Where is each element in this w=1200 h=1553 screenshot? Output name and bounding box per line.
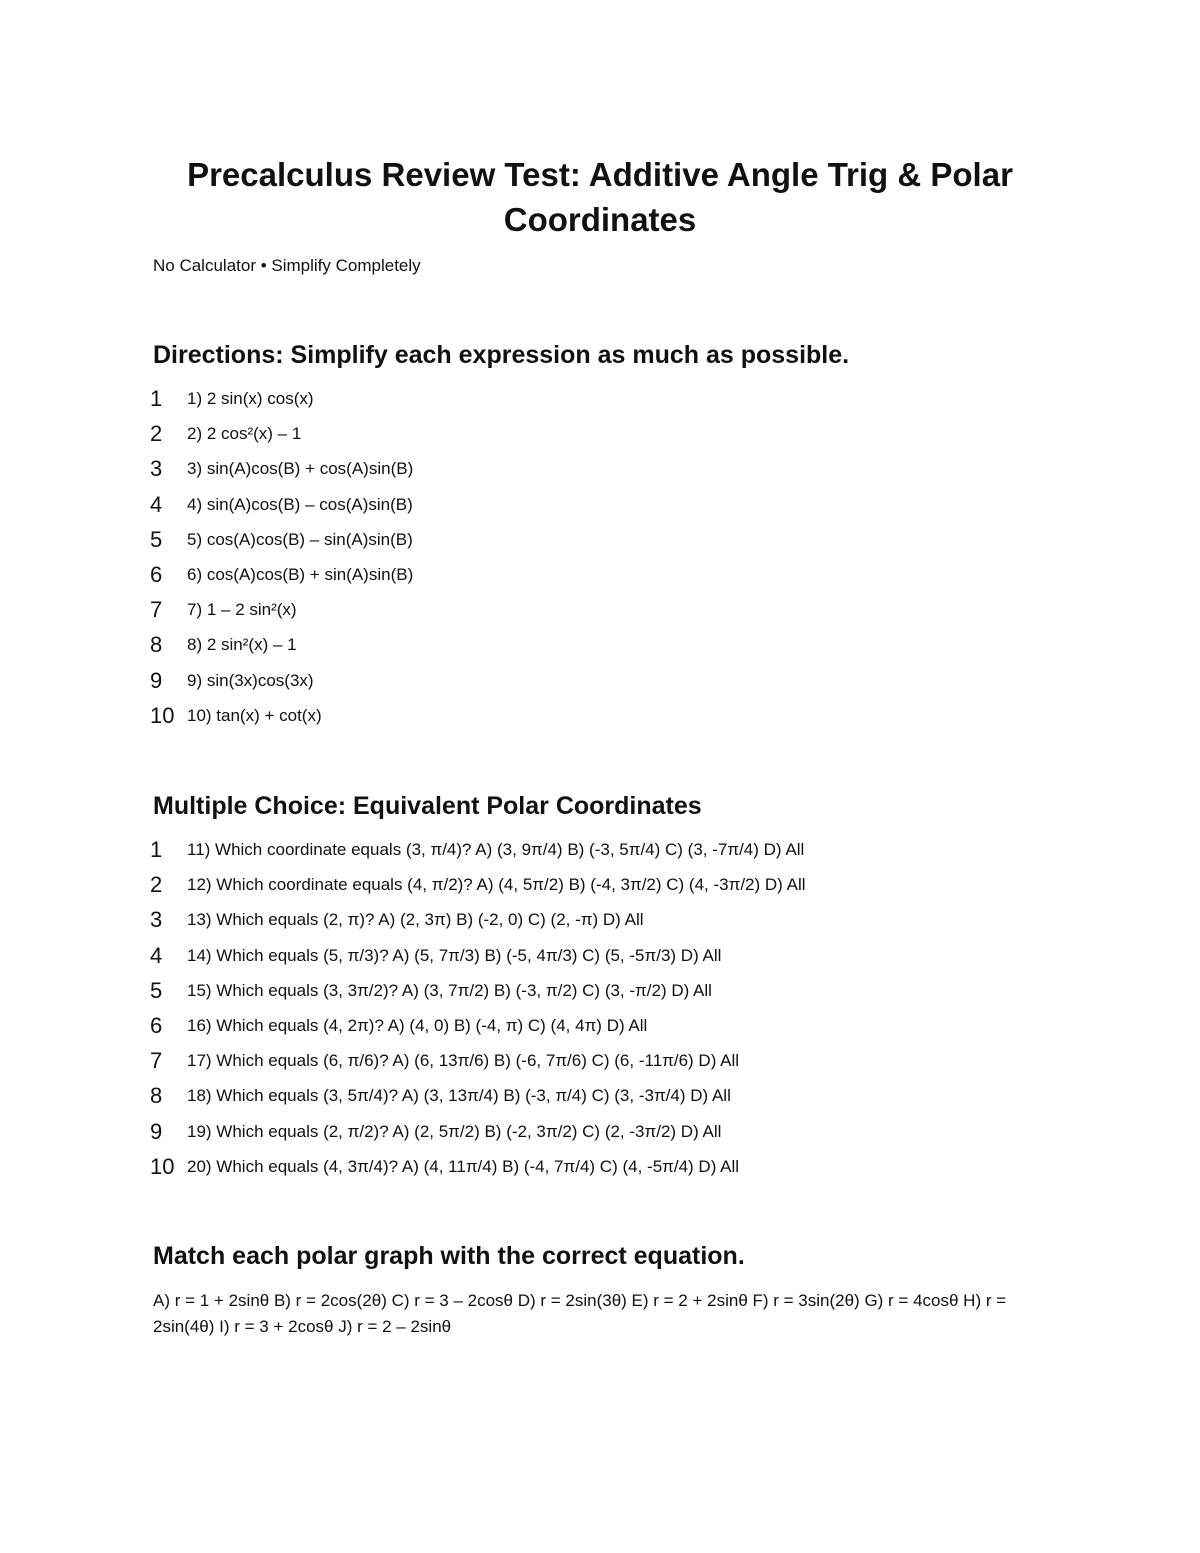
- item-text: 8) 2 sin²(x) – 1: [187, 635, 297, 655]
- item-text: 9) sin(3x)cos(3x): [187, 670, 314, 690]
- multiple-choice-list: [150, 832, 806, 1184]
- list-item: [150, 381, 413, 416]
- list-item: [150, 902, 806, 937]
- list-item: [150, 832, 806, 867]
- list-item: [150, 698, 413, 733]
- item-text: 7) 1 – 2 sin²(x): [187, 600, 297, 620]
- item-text: 17) Which equals (6, π/6)? A) (6, 13π/6) B) (-6, 7π/6) C) (6, -11π/6) D) All: [187, 1051, 740, 1071]
- list-item: [150, 973, 806, 1008]
- item-text: 12) Which coordinate equals (4, π/2)? A) (4, 5π/2) B) (-4, 3π/2) C) (4, -3π/2) D) All: [187, 875, 806, 895]
- item-number: 5: [150, 526, 163, 552]
- section-heading-directions: Directions: Simplify each expression as much as possible.: [153, 341, 850, 369]
- item-text: 15) Which equals (3, 3π/2)? A) (3, 7π/2) B) (-3, π/2) C) (3, -π/2) D) All: [187, 980, 712, 1000]
- item-number: 5: [150, 977, 163, 1003]
- item-number: 2: [150, 421, 163, 447]
- list-item: [150, 416, 413, 451]
- item-number: 8: [150, 632, 163, 658]
- list-item: [150, 1008, 806, 1043]
- list-item: [150, 867, 806, 902]
- item-text: 20) Which equals (4, 3π/4)? A) (4, 11π/4) B) (-4, 7π/4) C) (4, -5π/4) D) All: [187, 1156, 740, 1176]
- item-number: 1: [150, 837, 163, 862]
- item-text: 16) Which equals (4, 2π)? A) (4, 0) B) (-4, π) C) (4, 4π) D) All: [187, 1015, 648, 1035]
- item-text: 4) sin(A)cos(B) – cos(A)sin(B): [187, 494, 413, 514]
- item-number: 8: [150, 1083, 163, 1109]
- item-number: 7: [150, 1048, 163, 1074]
- item-number: 4: [150, 491, 163, 517]
- item-text: 6) cos(A)cos(B) + sin(A)sin(B): [187, 564, 414, 584]
- list-item: [150, 627, 413, 662]
- item-text: 18) Which equals (3, 5π/4)? A) (3, 13π/4) B) (-3, π/4) C) (3, -3π/4) D) All: [187, 1086, 731, 1106]
- equation-options: A) r = 1 + 2sinθ B) r = 2cos(2θ) C) r = 3 – 2cosθ D) r = 2sin(3θ) E) r = 2 + 2sinθ F) r = 3sin(2θ) G) r = 4cosθ H) r = 2sin(4θ) I) r = 3 + 2cosθ J) r = 2 – 2sinθ: [153, 1291, 1007, 1336]
- simplify-list: [150, 381, 413, 733]
- item-number: 6: [150, 561, 163, 587]
- section-heading-multiple-choice: Multiple Choice: Equivalent Polar Coordinates: [153, 792, 702, 820]
- item-text: 5) cos(A)cos(B) – sin(A)sin(B): [187, 529, 413, 549]
- item-number: 3: [150, 456, 163, 482]
- list-item: [150, 1114, 806, 1149]
- item-number: 10: [150, 1153, 175, 1179]
- item-number: 1: [150, 386, 163, 411]
- item-text: 3) sin(A)cos(B) + cos(A)sin(B): [187, 459, 414, 479]
- list-item: [150, 487, 413, 522]
- list-item: [150, 592, 413, 627]
- item-text: 19) Which equals (2, π/2)? A) (2, 5π/2) B) (-2, 3π/2) C) (2, -3π/2) D) All: [187, 1121, 722, 1141]
- list-item: [150, 938, 806, 973]
- item-text: 11) Which coordinate equals (3, π/4)? A) (3, 9π/4) B) (-3, 5π/4) C) (3, -7π/4) D) All: [187, 840, 805, 859]
- list-item: [150, 663, 413, 698]
- item-number: 6: [150, 1012, 163, 1038]
- page-subtitle: No Calculator • Simplify Completely: [153, 256, 421, 275]
- list-item: [150, 451, 413, 486]
- list-item: [150, 1078, 806, 1113]
- list-item: [150, 1043, 806, 1078]
- list-item: [150, 557, 413, 592]
- item-text: 1) 2 sin(x) cos(x): [187, 389, 314, 408]
- item-text: 13) Which equals (2, π)? A) (2, 3π) B) (-2, 0) C) (2, -π) D) All: [187, 910, 644, 930]
- item-text: 10) tan(x) + cot(x): [187, 705, 322, 725]
- item-number: 2: [150, 872, 163, 898]
- item-number: 9: [150, 1118, 163, 1144]
- list-item: [150, 1149, 806, 1184]
- page-title: Precalculus Review Test: Additive Angle Trig & Polar Coordinates: [187, 156, 1013, 238]
- item-number: 10: [150, 702, 175, 728]
- item-number: 4: [150, 942, 163, 968]
- list-item: [150, 522, 413, 557]
- item-text: 14) Which equals (5, π/3)? A) (5, 7π/3) B) (-5, 4π/3) C) (5, -5π/3) D) All: [187, 945, 722, 965]
- item-number: 3: [150, 907, 163, 933]
- item-number: 7: [150, 597, 163, 623]
- section-heading-polar-graph-match: Match each polar graph with the correct equation.: [153, 1242, 745, 1270]
- item-number: 9: [150, 667, 163, 693]
- item-text: 2) 2 cos²(x) – 1: [187, 424, 302, 444]
